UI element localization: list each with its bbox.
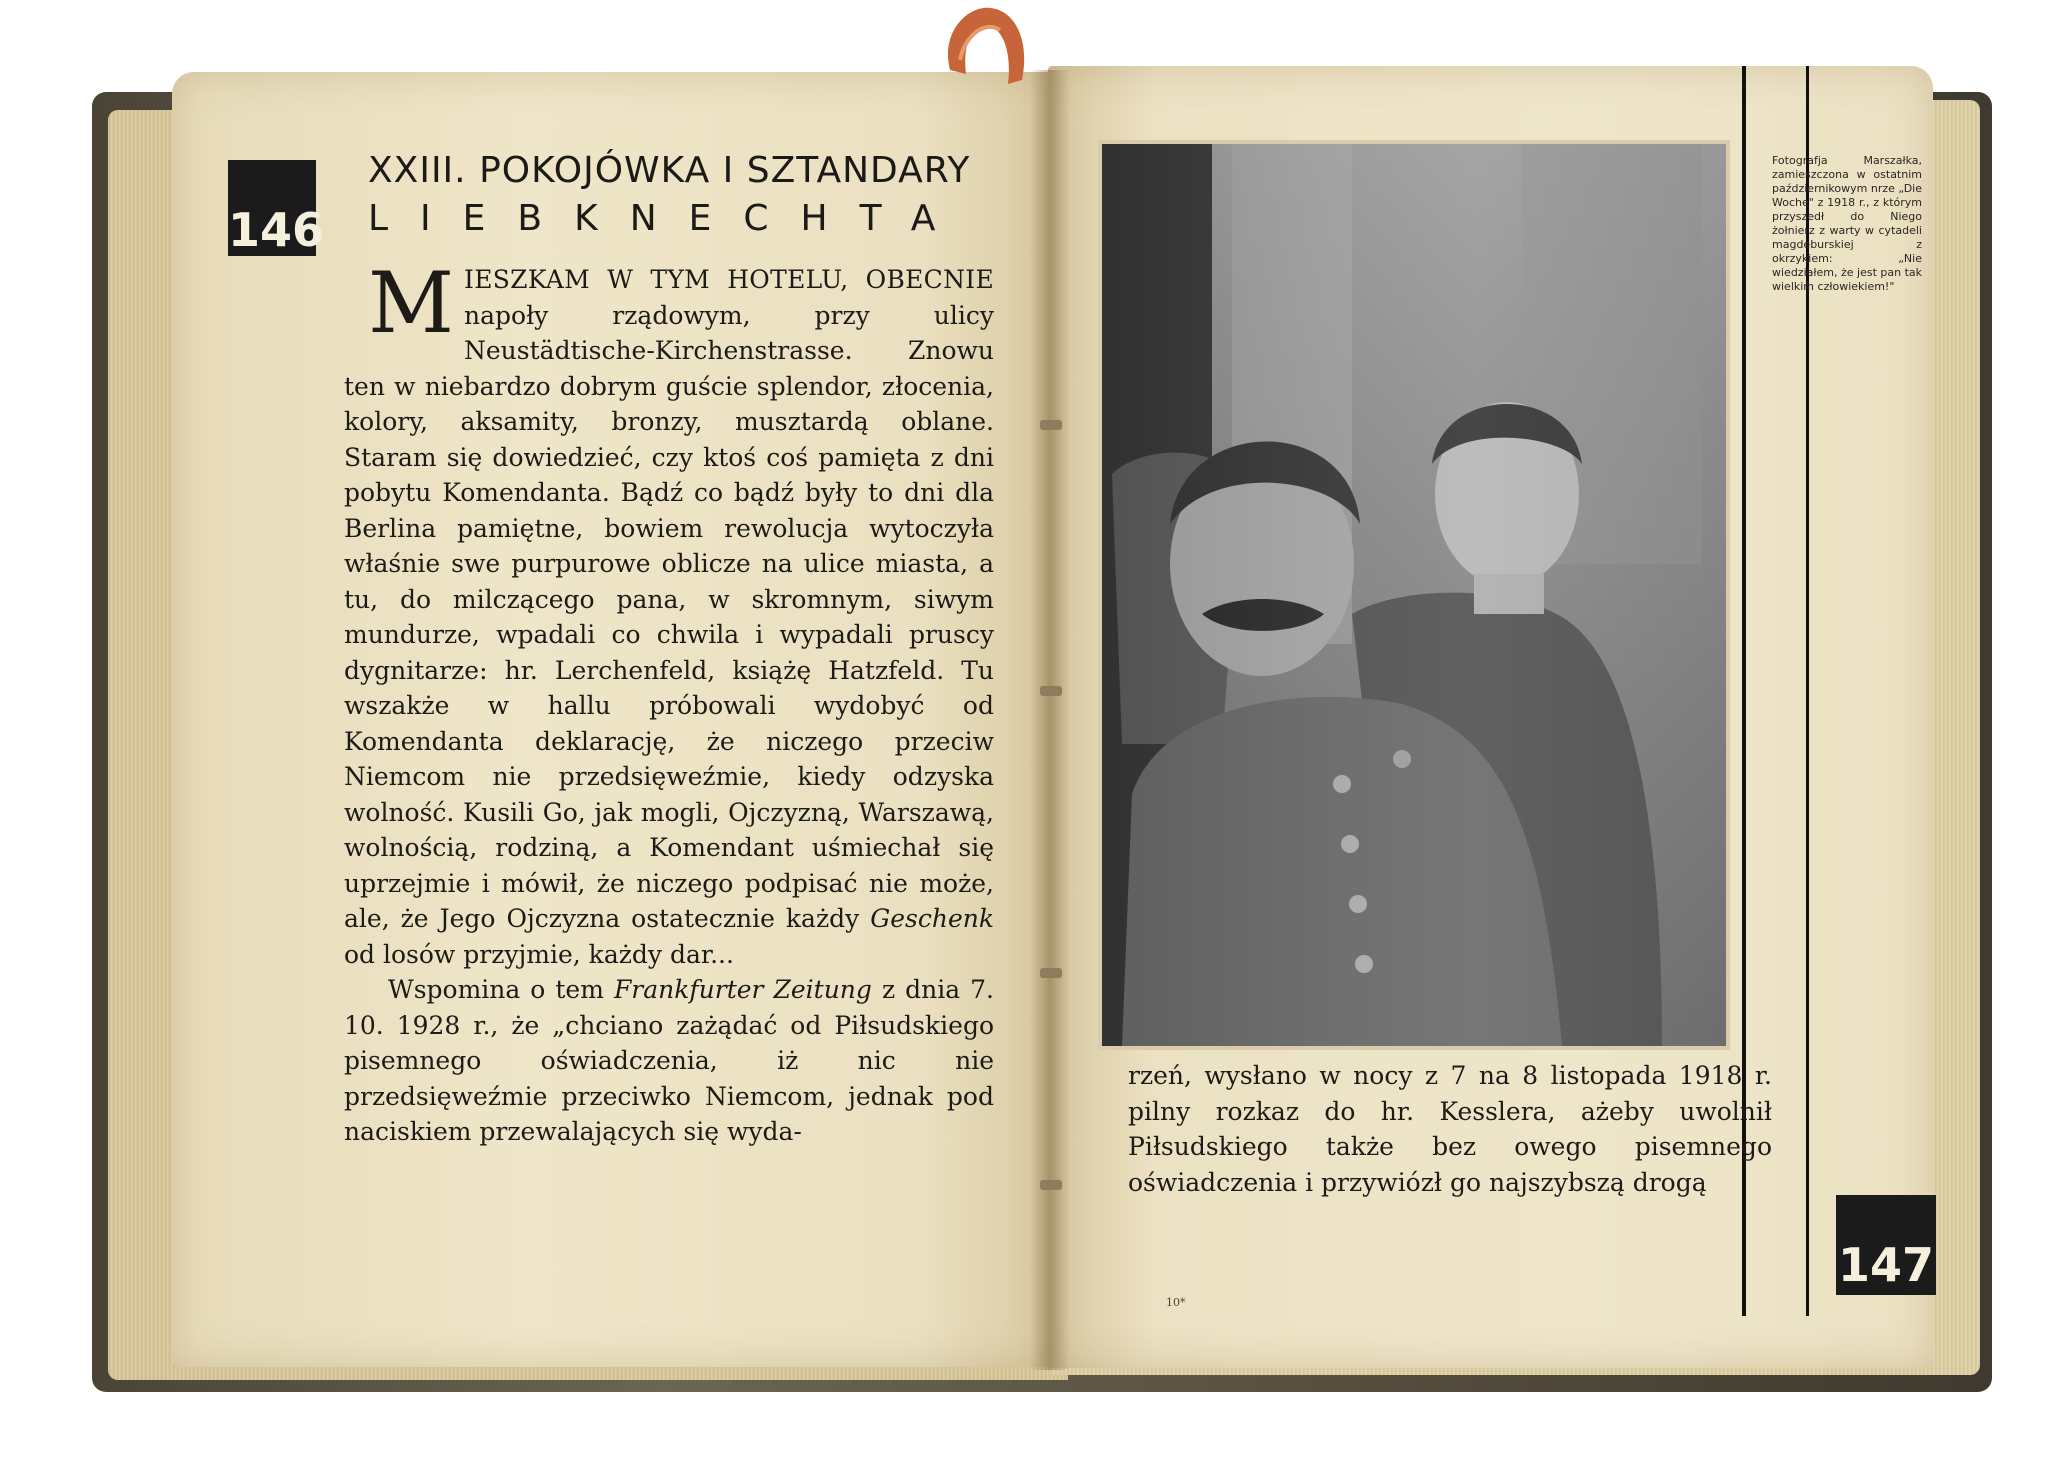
newspaper-title: Frankfurter Zeitung <box>613 975 872 1004</box>
chapter-subtitle: LIEBKNECHTA <box>368 198 968 239</box>
binding-stitch <box>1040 1180 1062 1190</box>
paragraph-2-start: Wspomina o tem <box>388 975 604 1004</box>
first-line: IESZKAM W TYM HOTELU, OBECNIE <box>464 265 994 294</box>
page-number-left: 146 <box>228 160 316 256</box>
right-body-text: rzeń, wysłano w nocy z 7 na 8 listopada 1918 r. pilny rozkaz do hr. Kesslera, ażeby uwolnił Piłsudskiego także bez owego pisemnego oświadczenia i przywiózł go najszybszą drogą <box>1128 1061 1772 1197</box>
historical-photograph <box>1098 140 1730 1050</box>
left-body-text <box>344 254 994 1150</box>
ribbon-bookmark <box>930 0 1040 90</box>
book-gutter <box>1030 70 1070 1370</box>
chapter-title: XXIII. POKOJÓWKA I SZTANDARY <box>368 150 971 191</box>
binding-stitch <box>1040 420 1062 430</box>
paragraph-2: z dnia 7. 10. 1928 r., że „chciano zażądać od Piłsudskiego pisemnego oświadczenia, iż nic nie przedsięweźmie przeciwko Niemcom, jednak pod naciskiem przewalających się wyda- <box>344 975 994 1146</box>
photo-caption: Fotografja Marszałka, zamieszczona w ostatnim październikowym nrze „Die Woche" z 1918 r., z którym przyszedł do Niego żołnierz z warty w cytadeli magdeburskiej z okrzykiem: „Nie wiedziałem, że jest pan tak wielkim człowiekiem!" <box>1772 154 1922 293</box>
paragraph-1-end: od losów przyjmie, każdy dar... <box>344 939 734 969</box>
page-number-right: 147 <box>1836 1195 1936 1295</box>
binding-stitch <box>1040 686 1062 696</box>
drop-cap: M <box>368 254 455 352</box>
paragraph-1: napoły rządowym, przy ulicy Neustädtische-Kirchenstrasse. Znowu ten w niebardzo dobrym guście splendor, złocenia, kolory, aksamity, bronzy, musztardą oblane. Staram się dowiedzieć, czy ktoś coś pamięta z dni pobytu Komendanta. Bądź co bądź były to dni dla Berlina pamiętne, bowiem rewolucja wytoczyła właśnie swe purpurowe oblicze na ulice miasta, a tu, do milczącego pana, w skromnym, siwym mundurze, wpadali co chwila i wypadali pruscy dygnitarze: hr. Lerchenfeld, książę Hatzfeld. Tu wszakże w hallu próbowali wydobyć od Komendanta deklarację, że niczego przeciw Niemcom nie przedsięweźmie, kiedy odzyska wolność. Kusili Go, jak mogli, Ojczyzną, Warszawą, wolnością, rodziną, a Komendant uśmiechał się uprzejmie i mówił, że niczego podpisać nie może, ale, że Jego Ojczyzna ostatecznie każdy <box>344 300 994 933</box>
italic-word: Geschenk <box>870 904 994 933</box>
signature-mark: 10* <box>1166 1296 1186 1309</box>
binding-stitch <box>1040 968 1062 978</box>
